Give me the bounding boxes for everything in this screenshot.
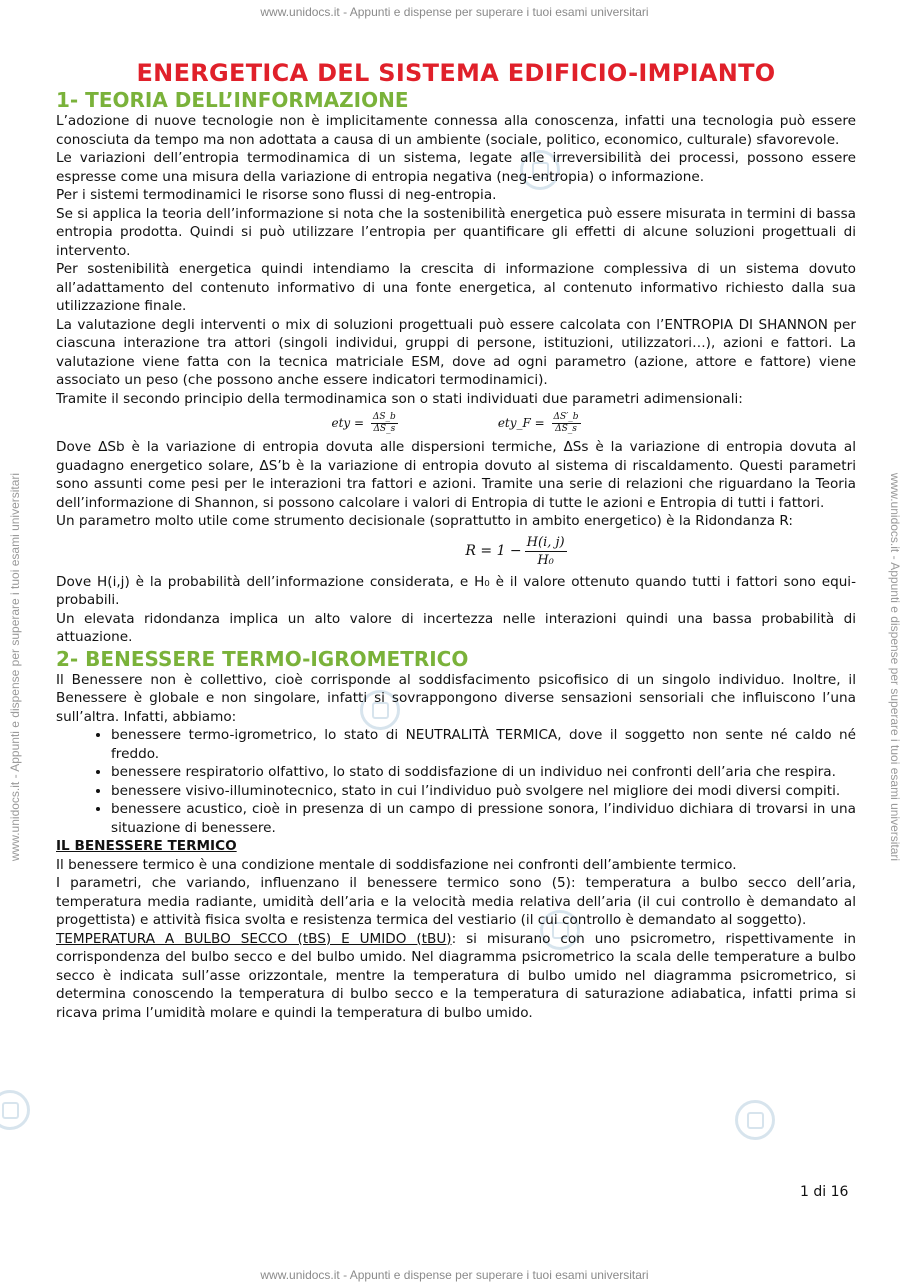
paragraph: Per sostenibilità energetica quindi intendiamo la crescita di informazione complessiva di un sistema dovuto all’adattamento del contenuto informativo di una fonte energetica, al contenuto informativo richiesto dalla sua utilizzazione finale. [56, 261, 856, 314]
watermark-logo-icon [735, 1100, 775, 1140]
formula-ety: ety = $\frac{\Delta S\_b}{\Delta S\_s}$ [331, 411, 396, 434]
paragraph: Per i sistemi termodinamici le risorse sono flussi di neg-entropia. [56, 187, 497, 203]
watermark-bottom: www.unidocs.it - Appunti e dispense per superare i tuoi esami universitari [260, 1268, 649, 1282]
paragraph: Dove H(i,j) è la probabilità dell’informazione considerata, e H₀ è il valore ottenuto quando tutti i fattori sono equi-probabili. [56, 573, 856, 608]
formula-ety-f: ety_F = $\frac{\Delta S'\_b}{\Delta S\_s}$ [497, 411, 579, 434]
page-title: ENERGETICA DEL SISTEMA EDIFICIO-IMPIANTO [136, 59, 776, 87]
temperatura-label: TEMPERATURA A BULBO SECCO (tBS) E UMIDO (tBU) [56, 930, 452, 947]
paragraph: Se si applica la teoria dell’informazione si nota che la sostenibilità energetica può essere misurata in termini di bassa entropia prodotta. Quindi si può utilizzare l’entropia per quantificare gli effetti di alcune soluzioni progettuali di intervento. [56, 205, 856, 259]
list-item: • benessere termo-igrometrico, lo stato di NEUTRALITÀ TERMICA, dove il soggetto non sente né caldo né freddo. [111, 726, 856, 763]
section1-heading: 1- TEORIA DELL’INFORMAZIONE [56, 88, 409, 112]
paragraph: Un elevata ridondanza implica un alto valore di incertezza nelle interazioni quindi una bassa probabilità di attuazione. [56, 610, 856, 645]
formula-ety-row [56, 408, 856, 438]
paragraph: I parametri, che variando, influenzano il benessere termico sono (5): temperatura a bulbo secco dell’aria, temperatura media radiante, umidità dell’aria e la velocità media relativa dell’aria (il cui controllo è demandato al progettista) e attività fisica svolta e resistenza termica del vestiario (il cui controllo è demandato al soggetto). [56, 875, 856, 928]
watermark-logo-icon [0, 1090, 30, 1130]
paragraph: La valutazione degli interventi o mix di soluzioni progettuali può essere calcolata con l’ENTROPIA DI SHANNON per ciascuna interazione tra attori (singoli individui, gruppi di persone, istituzioni, utilizzatori…), azioni e fattori. La valutazione viene fatta con la tecnica matriciale ESM, dove ad ogni parametro (azione, attore e fattore) viene associato un peso (che possono anche essere indicatori termodinamici). [56, 316, 856, 388]
watermark-left: www.unidocs.it - Appunti e dispense per superare i tuoi esami universitari [8, 472, 22, 862]
list-item: • benessere visivo-illuminotecnico, stato in cui l’individuo può svolgere nel migliore dei modi diversi compiti. [111, 782, 856, 801]
paragraph: Dove ΔSb è la variazione di entropia dovuta alle dispersioni termiche, ΔSs è la variazione di entropia dovuta al guadagno energetico solare, ΔS’b è la variazione di entropia dovuto al sistema di riscaldamento. Questi parametri sono assunti come pesi per le interazioni tra fattori e azioni. Tramite una serie di relazioni che riguardano la Teoria dell’informazione di Shannon, si possono calcolare i valori di Entropia di tutte le azioni e Entropia di tutti i fattori. [56, 439, 856, 511]
paragraph: Il benessere termico è una condizione mentale di soddisfazione nei confronti dell’ambiente termico. [56, 856, 737, 873]
paragraph: Un parametro molto utile come strumento decisionale (soprattutto in ambito energetico) è la Ridondanza R: [56, 513, 794, 529]
paragraph: L’adozione di nuove tecnologie non è implicitamente connessa alla conoscenza, infatti una tecnologia può essere conosciuta da tempo ma non adottata a causa di un ambiente (sociale, politico, economico, culturale) sfavorevole. [56, 113, 856, 148]
list-item: • benessere respiratorio olfattivo, lo stato di soddisfazione di un individuo nei confronti dell’aria che respira. [111, 763, 856, 782]
paragraph: Tramite il secondo principio della termodinamica son o stati individuati due parametri adimensionali: [56, 390, 743, 407]
paragraph: Il Benessere non è collettivo, cioè corrisponde al soddisfacimento psicofisico di un singolo individuo. Inoltre, il Benessere è globale e non singolare, infatti si sovrappongono diverse sensazioni sensoriali che influiscono l’una sull’altra. Infatti, abbiamo: [56, 671, 856, 725]
watermark-top: www.unidocs.it - Appunti e dispense per superare i tuoi esami universitari [260, 5, 649, 19]
watermark-right: www.unidocs.it - Appunti e dispense per superare i tuoi esami universitari [888, 472, 902, 862]
paragraph: TEMPERATURA A BULBO SECCO (tBS) E UMIDO (tBU): si misurano con uno psicrometro, rispettivamente in corrispondenza del bulbo secco e del bulbo umido. Nel diagramma psicrometrico la scala delle temperature a bulbo secco è indicata sull’asse orizzontale, mentre la temperatura di bulbo umido nel diagramma psicrometrico, si determina conoscendo la temperatura di bulbo secco e la temperatura di saturazione adiabatica, infatti prima si ricava prima l’umidità molare e quindi la temperatura di bulbo umido. [56, 930, 856, 1021]
page-number: 1 di 16 [800, 1184, 849, 1200]
bullet-list [56, 726, 856, 837]
document-body [56, 58, 856, 1022]
list-item: • benessere acustico, cioè in presenza di un campo di pressione sonora, l’individuo dichiara di trovarsi in una situazione di benessere. [111, 800, 856, 837]
formula-ridondanza: R = 1 − $\frac{H(i, j)}{\text{H₀}}$ [465, 535, 565, 568]
paragraph: Le variazioni dell’entropia termodinamica di un sistema, legate alle irreversibilità dei processi, possono essere espresse come una misura della variazione di entropia negativa (neg-entropia) o informazione. [56, 150, 856, 185]
subheading-benessere-termico: IL BENESSERE TERMICO [56, 838, 237, 854]
section2-heading: 2- BENESSERE TERMO-IGROMETRICO [56, 646, 469, 671]
